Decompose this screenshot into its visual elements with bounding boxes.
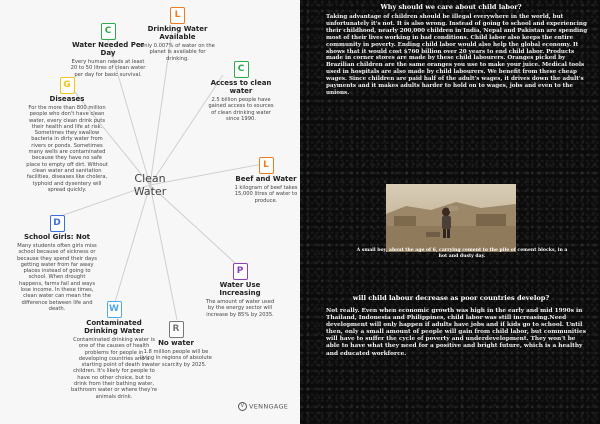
photo-caption: A small boy, about the age of 6, carrying cement to the pile of cement blocks, in a hot and dusty day.: [356, 248, 568, 259]
node-title: School Girls: Not: [23, 233, 91, 241]
node-title: Contaminated Drinking Water: [84, 319, 144, 335]
letter-badge: L: [259, 157, 274, 174]
node-title: Water Needed Per Day: [71, 41, 145, 57]
venngage-logo-icon: V: [238, 402, 247, 411]
letter-badge: W: [107, 301, 122, 318]
brand-mark: [238, 402, 288, 411]
node-water-use: [203, 258, 277, 318]
node-text: Contaminated drinking water is one of the causes of health problems for people in developing countries and a starting point of death in children. It's likely for people to have no other choice, but to drink from their bathing water, bathroom water or where they're animals drink.: [70, 337, 158, 400]
letter-badge: D: [50, 215, 65, 232]
node-title: Access to clean water: [210, 79, 272, 95]
node-school-girls: [16, 210, 98, 312]
letter-badge: C: [234, 61, 249, 78]
node-access-clean-water: [206, 56, 276, 122]
hub-title: Clean Water: [133, 172, 167, 198]
node-text: Many students often girls miss school because of sickness or because they spend their days getting water from far away places instead of going to school. When drought happens, farms fail and ways lose income. In these times, clean water can mean the difference between life and death.: [17, 243, 97, 312]
node-text: 1 kilogram of beef takes 15,000 litres of water to produce.: [234, 185, 298, 204]
letter-badge: L: [170, 7, 185, 24]
node-text: 1.8 million people will be living in regions of absolute water scarcity by 2025.: [140, 349, 212, 368]
article-question-2: will child labour decrease as poor countries develop?: [352, 294, 550, 302]
node-title: No water: [158, 339, 194, 347]
letter-badge: R: [169, 321, 184, 338]
node-beef-water: [232, 152, 300, 204]
node-water-needed: [68, 18, 148, 78]
article-title: Why should we care about child labor?: [380, 3, 522, 11]
node-text: Every human needs at least 20 to 50 litres of clean water per day for basic survival.: [70, 59, 146, 78]
node-text: For the more than 800 million people who don't have clean water, every clean drink puts their health and life at risk. Sometimes they swallow bacteria in dirty water from rivers or ponds. Sometimes many wells are contaminated because they have no safe place to empty off dirt. Without clean water and sanitation facilities, diseases like cholera, typhoid and dysentery will spread quickly.: [26, 105, 108, 193]
article-paragraph-2: Not really. Even when economic growth was high in the early and mid 1990s in Thailand, Indonesia and Philippines, child labor was still increasing.Need development will only happen if adults have jobs and if kids go to school. Until then, only a small amount of people will gain from child labor, but communities will have to suffer the cycle of poverty and underdevelopment. They won't be able to have what they need for a positive and bright future, which is a healthy and educated workforce.: [326, 308, 586, 357]
node-text: The amount of water used by the energy sector will increase by 85% by 2035.: [205, 299, 275, 318]
letter-badge: C: [101, 23, 116, 40]
letter-badge: G: [60, 77, 75, 94]
node-title: Drinking Water Available: [147, 25, 208, 41]
letter-badge: P: [233, 263, 248, 280]
node-title: Diseases: [49, 95, 85, 103]
photo-illustration: [386, 184, 516, 252]
article-paragraph-1: Taking advantage of children should be illegal everywhere in the world, but unfortunately it's not. It is also wrong. Instead of going to school and experiencing their childhood, nearly 200,000 children in India, Nepal and Pakistan are spending most of their lives working in bad conditions. Child labor also keeps the entire community in poverty. Ending child labor would also help the global economy. It shows that it would cost $760 billion over 20 years to end child labor. Products made in corner stores are made by these child labourers. Oranges picked by Brazilian children are the same oranges you use to make your juice. Medical tools used in hospitals are also made by child labourers. We benefit from these cheap wages. Since children are paid half of the adult's wages, it drives down the adult's payments and it makes adults harder to hold on to wages, jobs and even to the unions.: [326, 14, 588, 96]
child-labor-photo: [386, 184, 516, 252]
node-diseases: [26, 72, 108, 193]
node-drinking-water: [140, 2, 215, 62]
brand-name: VENNGAGE: [249, 402, 289, 411]
node-title: Beef and Water: [235, 175, 297, 183]
spoke: [115, 185, 150, 302]
node-text: 2.5 billion people have gained access to sources of clean drinking water since 1990.: [208, 97, 274, 122]
node-text: Only 0.007% of water on the planet is available for drinking.: [140, 43, 215, 62]
node-title: Water Use Increasing: [219, 281, 261, 297]
